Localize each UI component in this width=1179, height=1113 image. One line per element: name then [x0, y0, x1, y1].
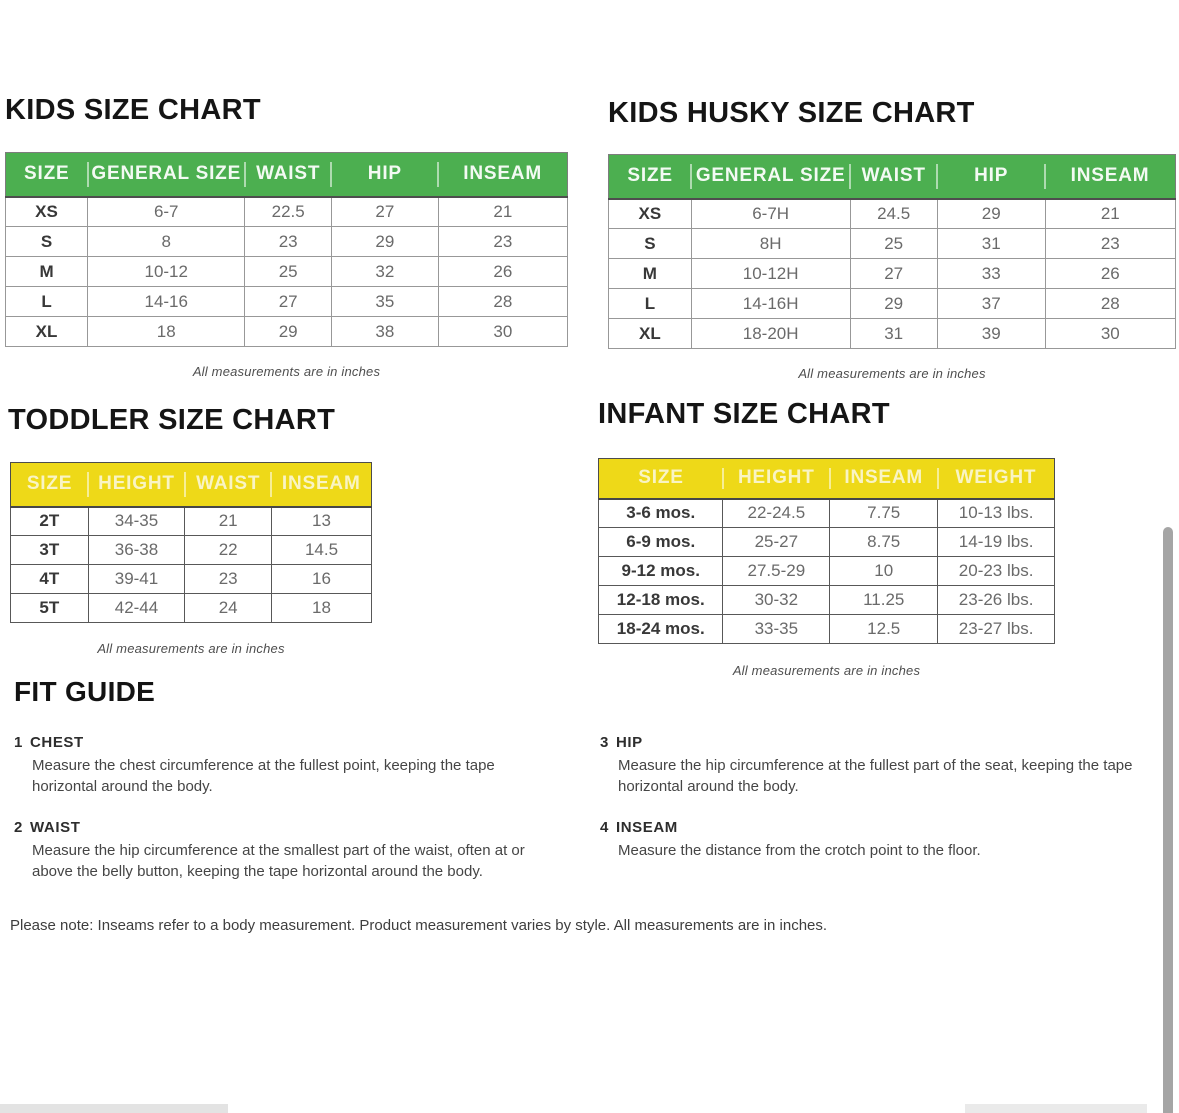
- row-label: L: [6, 287, 88, 317]
- row-label: 2T: [11, 507, 89, 536]
- fit-guide-item-number: 4: [600, 819, 609, 836]
- table-row: [599, 586, 1055, 615]
- table-cell: 21: [185, 507, 272, 536]
- partial-ui-strip-right: [965, 1104, 1147, 1113]
- toddler-size-chart-title: TODDLER SIZE CHART: [8, 404, 336, 436]
- table-cell: 10-13 lbs.: [938, 499, 1055, 528]
- table-cell: 31: [850, 319, 937, 349]
- table-cell: 34-35: [88, 507, 185, 536]
- table-cell: 27.5-29: [723, 557, 830, 586]
- table-cell: 27: [850, 259, 937, 289]
- fit-guide-item-label: HIP: [615, 734, 643, 751]
- table-cell: 14-16: [88, 287, 245, 317]
- table-row: [6, 197, 568, 227]
- table-cell: 30: [1045, 319, 1175, 349]
- infant-measurements-caption: All measurements are in inches: [732, 663, 921, 678]
- table-cell: 10-12H: [691, 259, 850, 289]
- column-header: INSEAM: [438, 153, 567, 197]
- column-header: SIZE: [11, 463, 89, 507]
- table-cell: 25: [850, 229, 937, 259]
- husky-measurements-caption: All measurements are in inches: [798, 366, 986, 381]
- header-row: [11, 463, 372, 507]
- table-cell: 6-7H: [691, 199, 850, 229]
- fit-guide-item-hip: [600, 734, 1165, 797]
- kids-measurements-caption: All measurements are in inches: [192, 364, 381, 379]
- row-label: M: [6, 257, 88, 287]
- table-cell: 24: [185, 594, 272, 623]
- table-cell: 21: [1045, 199, 1175, 229]
- table-cell: 37: [937, 289, 1045, 319]
- table-row: [6, 227, 568, 257]
- table-cell: 30: [438, 317, 567, 347]
- table-cell: 35: [331, 287, 438, 317]
- fit-guide-item-text: Measure the hip circumference at the fullest part of the seat, keeping the tape horizontal around the body.: [618, 757, 1133, 795]
- column-header: GENERAL SIZE: [88, 153, 245, 197]
- header-row: [609, 155, 1176, 199]
- fit-guide-item-chest: [14, 734, 542, 797]
- kids-husky-size-chart-title: KIDS HUSKY SIZE CHART: [608, 97, 975, 129]
- row-label: 3-6 mos.: [599, 499, 723, 528]
- table-row: [11, 536, 372, 565]
- table-cell: 33-35: [723, 615, 830, 644]
- table-cell: 23: [1045, 229, 1175, 259]
- row-label: 12-18 mos.: [599, 586, 723, 615]
- table-cell: 39-41: [88, 565, 185, 594]
- fit-guide-item-heading: [14, 734, 542, 751]
- table-cell: 26: [438, 257, 567, 287]
- row-label: 5T: [11, 594, 89, 623]
- table-cell: 28: [438, 287, 567, 317]
- table-row: [11, 565, 372, 594]
- table-cell: 29: [850, 289, 937, 319]
- table-row: [599, 615, 1055, 644]
- fit-guide-item-inseam: [600, 819, 1165, 861]
- column-header: WAIST: [245, 153, 332, 197]
- row-label: 4T: [11, 565, 89, 594]
- table-row: [11, 507, 372, 536]
- table-cell: 18: [271, 594, 371, 623]
- row-label: S: [609, 229, 692, 259]
- column-header: INSEAM: [1045, 155, 1175, 199]
- row-label: XL: [6, 317, 88, 347]
- table-row: [6, 317, 568, 347]
- row-label: XS: [6, 197, 88, 227]
- table-cell: 25: [245, 257, 332, 287]
- fit-guide-item-heading: [14, 819, 559, 836]
- row-label: 3T: [11, 536, 89, 565]
- toddler-size-table: [10, 462, 372, 623]
- table-cell: 27: [245, 287, 332, 317]
- header-row: [6, 153, 568, 197]
- column-header: WEIGHT: [938, 459, 1055, 499]
- fit-guide-item-number: 1: [14, 734, 23, 751]
- vertical-scrollbar-thumb[interactable]: [1163, 527, 1173, 1113]
- table-cell: 23: [438, 227, 567, 257]
- table-cell: 26: [1045, 259, 1175, 289]
- column-header: SIZE: [6, 153, 88, 197]
- table-cell: 18: [88, 317, 245, 347]
- table-cell: 29: [331, 227, 438, 257]
- table-cell: 33: [937, 259, 1045, 289]
- fit-guide-item-heading: [600, 734, 1165, 751]
- partial-ui-strip-left: [0, 1104, 228, 1113]
- fit-guide-item-number: 2: [14, 819, 23, 836]
- row-label: XS: [609, 199, 692, 229]
- table-row: [6, 257, 568, 287]
- table-row: [609, 199, 1176, 229]
- table-row: [609, 319, 1176, 349]
- table-row: [6, 287, 568, 317]
- table-row: [609, 289, 1176, 319]
- column-header: GENERAL SIZE: [691, 155, 850, 199]
- row-label: 18-24 mos.: [599, 615, 723, 644]
- fit-guide-item-waist: [14, 819, 559, 882]
- fit-guide-title: FIT GUIDE: [14, 676, 156, 707]
- table-cell: 31: [937, 229, 1045, 259]
- column-header: WAIST: [185, 463, 272, 507]
- table-cell: 10-12: [88, 257, 245, 287]
- fit-guide-item-label: CHEST: [29, 734, 84, 751]
- fit-guide-item-text: Measure the hip circumference at the smallest part of the waist, often at or above the belly button, keeping the tape horizontal around the body.: [32, 842, 525, 880]
- fit-guide-item-text: Measure the chest circumference at the fullest point, keeping the tape horizontal around the body.: [32, 757, 495, 795]
- fit-guide-item-text: Measure the distance from the crotch point to the floor.: [618, 842, 981, 859]
- inseam-note: Please note: Inseams refer to a body measurement. Product measurement varies by style. All measurements are in inches.: [10, 917, 828, 934]
- table-row: [11, 594, 372, 623]
- infant-size-chart-title: INFANT SIZE CHART: [598, 398, 890, 430]
- fit-guide-item-label: INSEAM: [615, 819, 678, 836]
- table-cell: 6-7: [88, 197, 245, 227]
- fit-guide-item-heading: [600, 819, 1165, 836]
- table-row: [599, 528, 1055, 557]
- column-header: SIZE: [599, 459, 723, 499]
- table-cell: 18-20H: [691, 319, 850, 349]
- column-header: SIZE: [609, 155, 692, 199]
- column-header: HIP: [331, 153, 438, 197]
- table-row: [609, 229, 1176, 259]
- table-cell: 21: [438, 197, 567, 227]
- column-header: WAIST: [850, 155, 937, 199]
- row-label: S: [6, 227, 88, 257]
- row-label: 9-12 mos.: [599, 557, 723, 586]
- table-cell: 23: [245, 227, 332, 257]
- header-row: [599, 459, 1055, 499]
- table-cell: 8: [88, 227, 245, 257]
- fit-guide-item-number: 3: [600, 734, 609, 751]
- kids-husky-size-table: [608, 154, 1176, 349]
- table-cell: 23: [185, 565, 272, 594]
- table-cell: 28: [1045, 289, 1175, 319]
- table-cell: 25-27: [723, 528, 830, 557]
- table-cell: 42-44: [88, 594, 185, 623]
- column-header: HEIGHT: [88, 463, 185, 507]
- table-cell: 22: [185, 536, 272, 565]
- table-cell: 29: [245, 317, 332, 347]
- table-cell: 16: [271, 565, 371, 594]
- table-cell: 13: [271, 507, 371, 536]
- table-cell: 23-27 lbs.: [938, 615, 1055, 644]
- kids-size-chart-title: KIDS SIZE CHART: [5, 94, 261, 126]
- table-cell: 11.25: [830, 586, 938, 615]
- toddler-measurements-caption: All measurements are in inches: [97, 641, 285, 656]
- table-cell: 36-38: [88, 536, 185, 565]
- kids-size-table: [5, 152, 568, 347]
- fit-guide-item-label: WAIST: [29, 819, 81, 836]
- row-label: L: [609, 289, 692, 319]
- row-label: M: [609, 259, 692, 289]
- column-header: HEIGHT: [723, 459, 830, 499]
- table-cell: 14.5: [271, 536, 371, 565]
- table-cell: 8.75: [830, 528, 938, 557]
- column-header: INSEAM: [271, 463, 371, 507]
- table-cell: 14-19 lbs.: [938, 528, 1055, 557]
- row-label: 6-9 mos.: [599, 528, 723, 557]
- table-cell: 20-23 lbs.: [938, 557, 1055, 586]
- table-cell: 30-32: [723, 586, 830, 615]
- table-cell: 39: [937, 319, 1045, 349]
- table-cell: 29: [937, 199, 1045, 229]
- table-row: [599, 499, 1055, 528]
- table-cell: 32: [331, 257, 438, 287]
- table-cell: 23-26 lbs.: [938, 586, 1055, 615]
- table-cell: 22-24.5: [723, 499, 830, 528]
- infant-size-table: [598, 458, 1055, 644]
- table-cell: 38: [331, 317, 438, 347]
- table-cell: 22.5: [245, 197, 332, 227]
- table-cell: 12.5: [830, 615, 938, 644]
- row-label: XL: [609, 319, 692, 349]
- column-header: HIP: [937, 155, 1045, 199]
- table-cell: 8H: [691, 229, 850, 259]
- table-cell: 7.75: [830, 499, 938, 528]
- table-cell: 27: [331, 197, 438, 227]
- column-header: INSEAM: [830, 459, 938, 499]
- table-cell: 24.5: [850, 199, 937, 229]
- table-row: [599, 557, 1055, 586]
- table-cell: 14-16H: [691, 289, 850, 319]
- table-cell: 10: [830, 557, 938, 586]
- table-row: [609, 259, 1176, 289]
